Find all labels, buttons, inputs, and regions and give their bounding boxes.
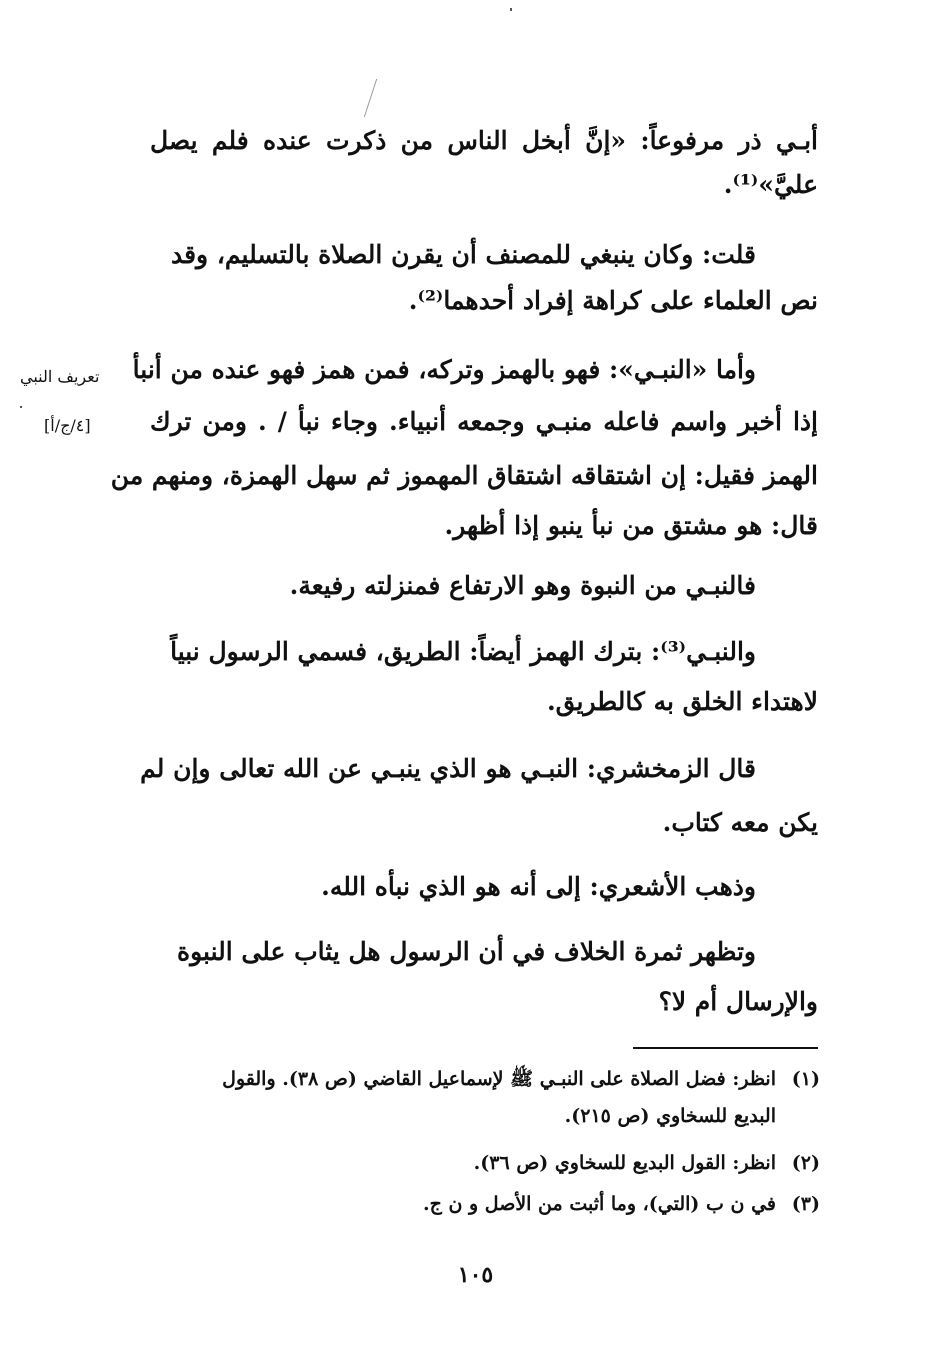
footnote-1	[150, 1067, 820, 1137]
footnote-text: في ن ب (التي)، وما أثبت من الأصل و ن ج.	[422, 1193, 776, 1215]
paragraph-5	[150, 637, 818, 727]
text-line: إذا أخبر واسم فاعله منبـي وجمعه أنبياء. وجاء نبأ / . ومن ترك	[150, 407, 818, 436]
footnote-text: انظر: القول البديع للسخاوي (ص ٣٦).	[473, 1152, 776, 1174]
footnote-line	[474, 1152, 820, 1174]
margin-topic-note: تعريف النبي	[20, 367, 100, 386]
text-line: والإرسال أم لا؟	[658, 987, 818, 1016]
paragraph-1	[150, 126, 818, 216]
paragraph-2	[150, 240, 818, 330]
footnote-number: (٣)	[791, 1193, 820, 1215]
footnote-line: البديع للسخاوي (ص ٢١٥).	[564, 1105, 776, 1127]
text-line: فالنبـي من النبوة وهو الارتفاع فمنزلته رفيعة.	[289, 571, 756, 600]
paragraph-6	[140, 754, 818, 844]
text-line: الهمز فقيل: إن اشتقاقه اشتقاق المهموز ثم سهل الهمزة، ومنهم من	[110, 461, 818, 490]
margin-folio-reference: [٤/ج/أ]	[44, 416, 91, 435]
text-line: أبـي ذر مرفوعاً: «إنَّ أبخل الناس من ذكرت عنده فلم يصل	[150, 126, 818, 155]
text-line: يكن معه كتاب.	[662, 808, 818, 837]
footnote-number: (٢)	[791, 1152, 820, 1174]
paragraph-3	[110, 355, 818, 545]
text-line: قال الزمخشري: النبـي هو الذي ينبـي عن الله تعالى وإن لم	[140, 754, 756, 783]
paragraph-4	[150, 571, 818, 611]
footnote-line	[222, 1067, 820, 1095]
footnote-3	[150, 1193, 820, 1227]
text-line: قال: هو مشتق من نبأ ينبو إذا أظهر.	[444, 511, 818, 540]
paragraph-8	[150, 937, 818, 1027]
paragraph-7	[150, 872, 818, 912]
text-line: والنبـي⁽³⁾: بترك الهمز أيضاً: الطريق، فسمي الرسول نبياً	[170, 637, 756, 666]
text-line: قلت: وكان ينبغي للمصنف أن يقرن الصلاة بالتسليم، وقد	[170, 240, 756, 269]
scan-mark	[510, 8, 512, 11]
scan-mark	[20, 406, 22, 408]
footnote-2	[150, 1152, 820, 1186]
scan-mark	[364, 79, 377, 117]
text-line: وذهب الأشعري: إلى أنه هو الذي نبأه الله.	[321, 872, 756, 901]
footnote-line	[423, 1193, 820, 1215]
footnote-separator	[633, 1047, 818, 1049]
text-line: وأما «النبـي»: فهو بالهمز وتركه، فمن همز فهو عنده من أنبأ	[132, 355, 756, 384]
text-line: عليَّ»⁽¹⁾.	[723, 170, 818, 199]
text-line: وتظهر ثمرة الخلاف في أن الرسول هل يثاب على النبوة	[177, 937, 756, 966]
text-line: نص العلماء على كراهة إفراد أحدهما⁽²⁾.	[408, 286, 818, 315]
footnote-number: (١)	[791, 1068, 820, 1090]
text-line: لاهتداء الخلق به كالطريق.	[546, 687, 818, 716]
footnote-text: انظر: فضل الصلاة على النبـي ﷺ لإسماعيل القاضي (ص ٣٨). والقول	[222, 1068, 776, 1090]
page-number: ١٠٥	[457, 1262, 494, 1288]
